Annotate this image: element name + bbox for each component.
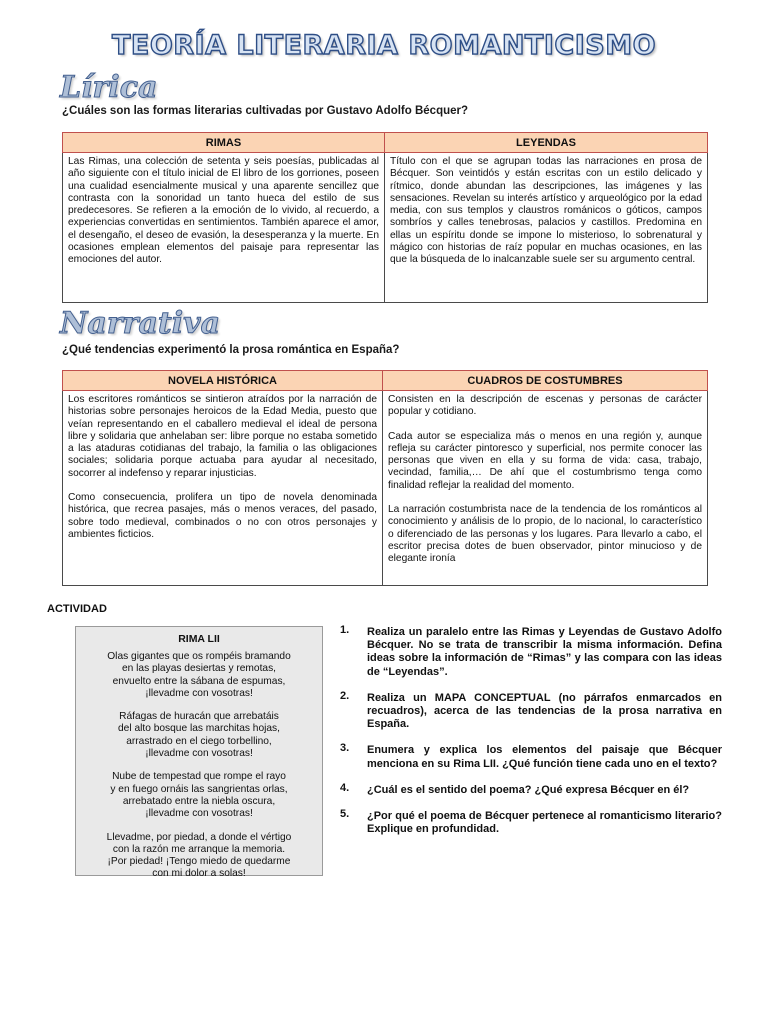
task-item xyxy=(340,744,722,770)
poem-title: RIMA LII xyxy=(178,633,220,645)
cuadros-costumbres-cell xyxy=(383,391,708,586)
novela-historica-header: NOVELA HISTÓRICA xyxy=(63,371,383,391)
lirica-heading: Lírica xyxy=(60,70,158,105)
rimas-header: RIMAS xyxy=(63,133,385,153)
task-number: 3. xyxy=(340,742,350,755)
task-text: Realiza un paralelo entre las Rimas y Leyendas de Gustavo Adolfo Bécquer. No se trata de transcribir la misma información. Defina ideas sobre la información de “Rimas” y las compara con las ideas de “Leyendas”. xyxy=(367,626,722,678)
narrativa-table xyxy=(62,370,708,586)
poem-line: con mi dolor a solas! xyxy=(152,868,246,880)
task-item xyxy=(340,810,722,836)
poem-line: Olas gigantes que os rompéis bramando xyxy=(107,651,291,662)
lirica-table xyxy=(62,132,708,303)
poem-stanza xyxy=(76,832,322,881)
poem-line: Nube de tempestad que rompe el rayo xyxy=(112,771,286,783)
poem-line: arrastrado en el ciego torbellino, xyxy=(126,735,272,747)
poem-body xyxy=(76,651,322,892)
narrativa-question: ¿Qué tendencias experimentó la prosa romántica en España? xyxy=(62,344,400,356)
task-text: ¿Por qué el poema de Bécquer pertenece al romanticismo literario? Explique en profundidad. xyxy=(367,810,722,836)
cuadros-costumbres-paragraph: La narración costumbrista nace de la tendencia de los románticos al conocimiento y análisis de lo propio, de lo nacional, lo característico o diferenciado de las personas y los lugares. Para llevarlo a cabo, el escritor precisa dotes de buen observador, pintor minucioso y de elegante ironía xyxy=(388,504,702,565)
poem-line: Llevadme, por piedad, a donde el vértigo xyxy=(106,831,292,843)
poem-line: arrebatado entre la niebla oscura, xyxy=(122,795,276,807)
rimas-cell: Las Rimas, una colección de setenta y seis poesías, publicadas al año siguiente con el título inicial de El libro de los gorriones, poseen una cualidad esencialmente musical y una aparente sencillez que contrasta con la sonoridad un tanto hueca del estilo de sus predecesores. Se refieren a la emoción de lo vivido, al recuerdo, a experiencias convertidas en sentimientos. También aparece el amor, el desengaño, el deseo de evasión, la desesperanza y la muerte. En ocasiones emplean elementos del paisaje para representar las emociones del autor. xyxy=(63,153,385,303)
poem-line: con la razón me arranque la memoria. xyxy=(112,843,286,855)
poem-line: y en fuego ornáis las sangrientas orlas, xyxy=(110,783,288,795)
task-number: 2. xyxy=(340,689,350,702)
narrativa-heading: Narrativa xyxy=(60,306,221,341)
poem-stanza xyxy=(76,651,322,700)
cuadros-costumbres-paragraph: Cada autor se especializa más o menos en una región y, aunque refleja su carácter pintoresco y superficial, nos permite conocer las personas que viven en ella y su forma de vida: casa, trabajo, vecindad, familia,… De ahí que el costumbrismo tenga como finalidad reflejar la realidad del momento. xyxy=(388,430,702,491)
novela-historica-paragraph: Los escritores románticos se sintieron atraídos por la narración de historias sobre personajes heroicos de la Edad Media, puesto que veían representando en el caballero medieval el ideal de persona libre y solidaria que anhelaban ser: libre porque no estaba sometido a las ataduras cotidianas del trabajo, la familia o las obligaciones sociales; solidaria porque actuaba para ayudar al necesitado, socorrer al indefenso y reparar injusticias. xyxy=(68,394,377,479)
task-text: Enumera y explica los elementos del paisaje que Bécquer menciona en su Rima LII. ¿Qué función tiene cada uno en el texto? xyxy=(367,744,722,770)
leyendas-header: LEYENDAS xyxy=(385,133,708,153)
novela-historica-paragraph: Como consecuencia, prolifera un tipo de novela denominada histórica, que recrea pasajes, más o menos veraces, del pasado, sobre todo medieval, combinados o no con otros personajes y ambientes ficticios. xyxy=(68,492,377,540)
poem-line: envuelto entre la sábana de espumas, xyxy=(112,675,286,687)
poem-line: Ráfagas de huracán que arrebatáis xyxy=(119,711,279,723)
task-item xyxy=(340,781,722,797)
novela-historica-cell xyxy=(63,391,383,586)
task-item xyxy=(340,689,722,732)
task-number: 4. xyxy=(340,781,350,794)
poem-line: ¡llevadme con vosotras! xyxy=(145,748,253,760)
poem-stanza xyxy=(76,771,322,820)
poem-line: ¡llevadme con vosotras! xyxy=(145,808,253,820)
lirica-question: ¿Cuáles son las formas literarias cultivadas por Gustavo Adolfo Bécquer? xyxy=(62,105,469,117)
task-item xyxy=(340,626,722,679)
poem-stanza xyxy=(76,711,322,760)
activity-label: ACTIVIDAD xyxy=(47,603,107,615)
task-text: Realiza un MAPA CONCEPTUAL (no párrafos enmarcados en recuadros), acerca de las tendencias de la prosa narrativa en España. xyxy=(367,691,722,731)
poem-line: ¡llevadme con vosotras! xyxy=(145,687,253,699)
poem-line: del alto bosque las marchitas hojas, xyxy=(118,723,280,735)
task-list xyxy=(340,626,722,849)
poem-line: ¡Por piedad! ¡Tengo miedo de quedarme xyxy=(107,856,291,868)
cuadros-costumbres-paragraph: Consisten en la descripción de escenas y personas de carácter popular y cotidiano. xyxy=(388,394,702,418)
task-text: ¿Cuál es el sentido del poema? ¿Qué expresa Bécquer en él? xyxy=(367,783,690,796)
poem-line: en las playas desiertas y remotas, xyxy=(121,663,277,675)
task-number: 5. xyxy=(340,808,350,821)
cuadros-costumbres-header: CUADROS DE COSTUMBRES xyxy=(383,371,708,391)
poem-box xyxy=(75,626,323,880)
task-number: 1. xyxy=(340,624,350,636)
leyendas-cell: Título con el que se agrupan todas las narraciones en prosa de Bécquer. Son veintidós y están escritas con un estilo delicado y rítmico, donde abundan las descripciones, las imágenes y las sensaciones. Revelan su interés artístico y arqueológico por la edad media, con sus templos y claustros románicos o góticos, campos sombríos y calles tenebrosas, palacios y castillos. Predomina en ellas un espíritu donde se impone lo misterioso, lo sobrenatural y mágico con historias de raíz popular en muchas ocasiones, en las que la búsqueda de lo inalcanzable suele ser su argumento central. xyxy=(385,153,708,303)
page-title: TEORÍA LITERARIA ROMANTICISMO xyxy=(111,30,657,61)
